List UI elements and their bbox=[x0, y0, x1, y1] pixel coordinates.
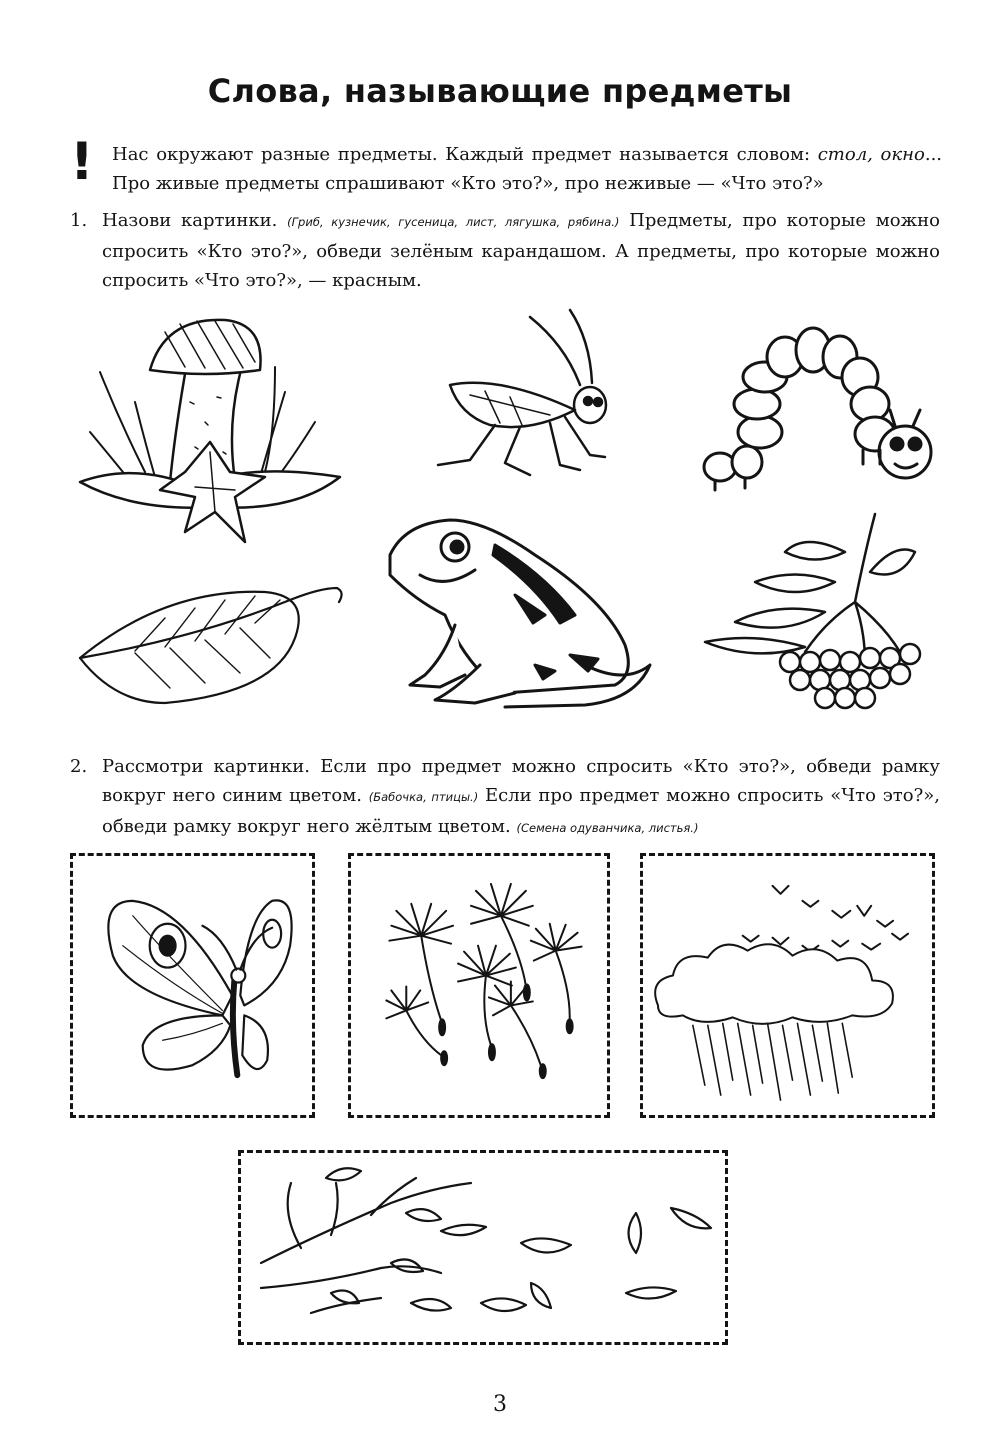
task-hint: (Семена одуванчика, листья.) bbox=[516, 821, 699, 835]
page-number: 3 bbox=[493, 1392, 507, 1417]
intro-text-part: Нас окружают разные предметы. Каждый предмет называется словом: bbox=[112, 144, 818, 165]
task-text: Рассмотри картинки. Если про предмет можно спросить «Кто это?», обведи рамку вокруг него синим цветом. bbox=[102, 756, 940, 806]
birds-cloud-icon bbox=[643, 856, 932, 1115]
intro-example: стол, окно bbox=[817, 144, 925, 165]
mushroom-icon bbox=[75, 312, 350, 547]
butterfly-icon bbox=[73, 856, 312, 1115]
task-text: Назови картинки. bbox=[102, 210, 278, 231]
intro-text bbox=[112, 140, 942, 198]
butterfly-frame[interactable] bbox=[70, 853, 315, 1118]
task-text: Предметы, про которые можно спросить «Кто это?», обведи зелёным карандашом. А предметы, про которые можно спросить «Что это?», — красным. bbox=[102, 210, 940, 291]
leaf-icon bbox=[75, 578, 347, 708]
exclamation-icon: ! bbox=[70, 132, 94, 192]
task-number: 2. bbox=[70, 756, 88, 777]
birds-cloud-frame[interactable] bbox=[640, 853, 935, 1118]
task-hint: (Гриб, кузнечик, гусеница, лист, лягушка, рябина.) bbox=[287, 215, 620, 229]
task-1-text bbox=[102, 206, 940, 295]
rowan-icon bbox=[695, 512, 940, 712]
task-text: Если про предмет можно спросить «Что это?», обведи рамку вокруг него жёлтым цветом. bbox=[102, 785, 940, 837]
intro-text-part: ... Про живые предметы спрашивают «Кто это?», про неживые — «Что это?» bbox=[112, 144, 943, 194]
falling-leaves-frame[interactable] bbox=[238, 1150, 728, 1345]
task-2-text bbox=[102, 752, 940, 843]
dandelion-seeds-icon bbox=[351, 856, 607, 1115]
dandelion-seeds-frame[interactable] bbox=[348, 853, 610, 1118]
task-hint: (Бабочка, птицы.) bbox=[368, 790, 479, 804]
caterpillar-icon bbox=[695, 322, 940, 492]
grasshopper-icon bbox=[430, 305, 620, 485]
page-title: Слова, называющие предметы bbox=[207, 72, 793, 110]
task-number: 1. bbox=[70, 210, 88, 231]
frog-icon bbox=[385, 515, 655, 710]
falling-leaves-icon bbox=[241, 1153, 725, 1342]
